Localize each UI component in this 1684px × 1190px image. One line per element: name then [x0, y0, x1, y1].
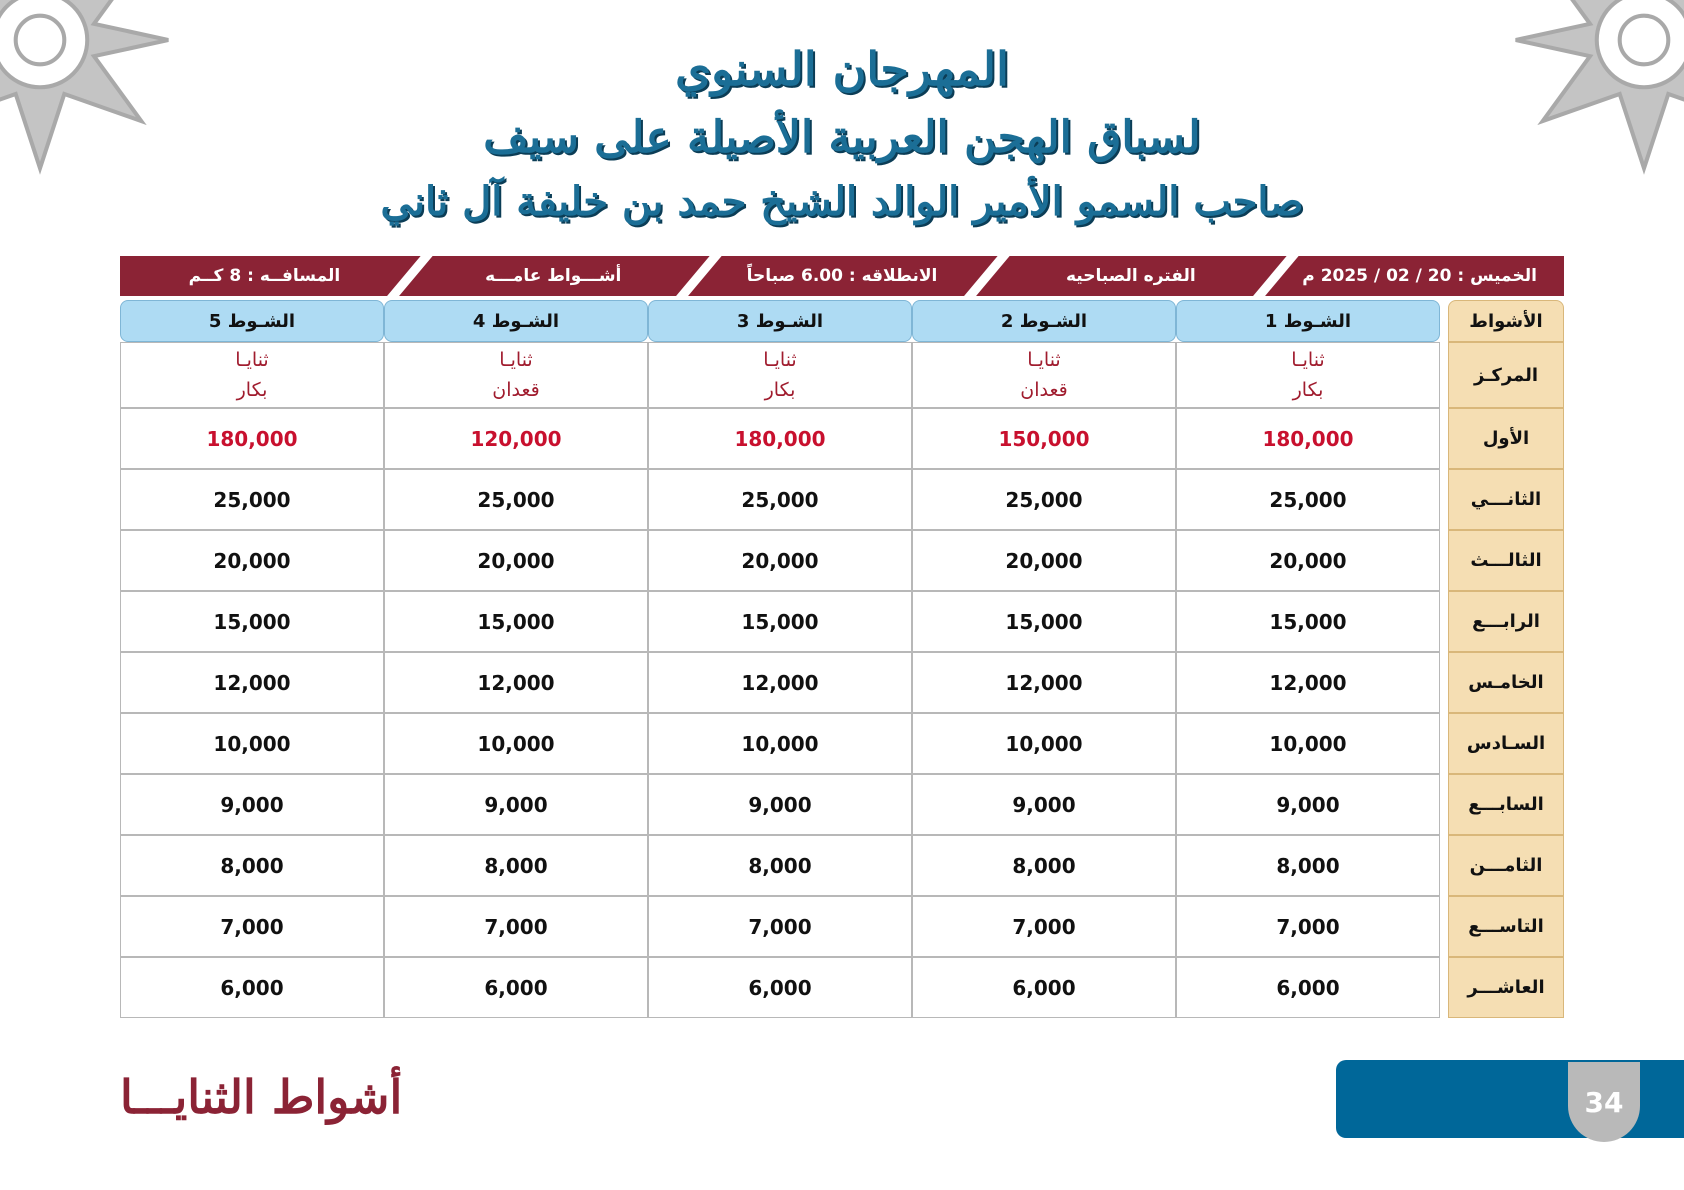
table-row [120, 957, 1564, 1018]
prize-cell: 180,000 [1176, 408, 1440, 469]
info-date: الخميس : 20 / 02 / 2025 م [1302, 266, 1537, 286]
prize-cell: 180,000 [120, 408, 384, 469]
page-number: 34 [1568, 1062, 1640, 1142]
row-label: الثانـــي [1448, 469, 1564, 530]
prize-cell: 25,000 [648, 469, 912, 530]
prize-cell: 6,000 [648, 957, 912, 1018]
category-cell: ثنايـا بكار [120, 342, 384, 408]
race-info-bar [120, 256, 1564, 296]
category-cell: ثنايـا بكار [1176, 342, 1440, 408]
prize-cell: 10,000 [1176, 713, 1440, 774]
table-row [120, 652, 1564, 713]
prize-cell: 150,000 [912, 408, 1176, 469]
prize-cell: 8,000 [1176, 835, 1440, 896]
prize-cell: 10,000 [384, 713, 648, 774]
prize-cell: 15,000 [384, 591, 648, 652]
prize-cell: 120,000 [384, 408, 648, 469]
category-cell: ثنايـا بكار [648, 342, 912, 408]
header-line-2: لسباق الهجن العربية الأصيلة على سيف [483, 112, 1201, 163]
prize-cell: 9,000 [648, 774, 912, 835]
prize-cell: 10,000 [912, 713, 1176, 774]
table-row [120, 591, 1564, 652]
prize-cell: 20,000 [120, 530, 384, 591]
prize-cell: 20,000 [648, 530, 912, 591]
row-label: المركـز [1448, 342, 1564, 408]
category-row [120, 342, 1564, 408]
table-row [120, 896, 1564, 957]
row-label: العاشـــر [1448, 957, 1564, 1018]
prize-cell: 7,000 [384, 896, 648, 957]
info-start-time: الانطلاقه : 6.00 صباحاً [698, 256, 987, 296]
prize-cell: 20,000 [384, 530, 648, 591]
corner-label: الأشواط [1448, 300, 1564, 342]
row-label: الأول [1448, 408, 1564, 469]
prize-cell: 9,000 [1176, 774, 1440, 835]
prize-cell: 15,000 [912, 591, 1176, 652]
place-rows [120, 408, 1564, 1018]
table-row [120, 408, 1564, 469]
prize-cell: 15,000 [1176, 591, 1440, 652]
info-distance: المسافــه : 8 كــم [120, 256, 409, 296]
prize-cell: 8,000 [120, 835, 384, 896]
info-race-type: أشـــواط عامـــه [409, 256, 698, 296]
row-label: الرابـــع [1448, 591, 1564, 652]
header-line-1: المهرجان السنوي [675, 42, 1009, 96]
table-row [120, 530, 1564, 591]
prize-cell: 25,000 [120, 469, 384, 530]
prize-cell: 8,000 [648, 835, 912, 896]
row-label: الخامـس [1448, 652, 1564, 713]
prize-cell: 12,000 [384, 652, 648, 713]
prize-cell: 25,000 [1176, 469, 1440, 530]
prize-cell: 9,000 [912, 774, 1176, 835]
category-cell: ثنايـا قعدان [912, 342, 1176, 408]
prize-table [120, 300, 1564, 1018]
header-line-3: صاحب السمو الأمير الوالد الشيخ حمد بن خليفة آل ثاني [380, 178, 1304, 225]
row-label: السابـــع [1448, 774, 1564, 835]
prize-cell: 7,000 [912, 896, 1176, 957]
prize-cell: 9,000 [120, 774, 384, 835]
prize-cell: 180,000 [648, 408, 912, 469]
prize-cell: 9,000 [384, 774, 648, 835]
prize-cell: 12,000 [120, 652, 384, 713]
info-period: الفتره الصباحيه [986, 256, 1275, 296]
prize-cell: 7,000 [1176, 896, 1440, 957]
row-label: الثالـــث [1448, 530, 1564, 591]
prize-cell: 6,000 [1176, 957, 1440, 1018]
prize-cell: 12,000 [648, 652, 912, 713]
prize-cell: 20,000 [912, 530, 1176, 591]
round-header: الشـوط 2 [912, 300, 1176, 342]
row-label: الثامـــن [1448, 835, 1564, 896]
prize-cell: 6,000 [384, 957, 648, 1018]
prize-cell: 8,000 [384, 835, 648, 896]
prize-cell: 7,000 [648, 896, 912, 957]
prize-cell: 20,000 [1176, 530, 1440, 591]
section-title: أشواط الثنايـــا [120, 1070, 403, 1124]
round-header: الشـوط 1 [1176, 300, 1440, 342]
prize-cell: 15,000 [120, 591, 384, 652]
table-row [120, 835, 1564, 896]
row-label: السـادس [1448, 713, 1564, 774]
prize-cell: 6,000 [120, 957, 384, 1018]
table-row [120, 469, 1564, 530]
table-row [120, 774, 1564, 835]
table-row [120, 713, 1564, 774]
prize-cell: 8,000 [912, 835, 1176, 896]
prize-cell: 7,000 [120, 896, 384, 957]
prize-cell: 12,000 [912, 652, 1176, 713]
prize-cell: 6,000 [912, 957, 1176, 1018]
category-cell: ثنايـا قعدان [384, 342, 648, 408]
prize-cell: 10,000 [648, 713, 912, 774]
prize-cell: 25,000 [912, 469, 1176, 530]
round-header: الشـوط 5 [120, 300, 384, 342]
prize-cell: 10,000 [120, 713, 384, 774]
row-label: التاســـع [1448, 896, 1564, 957]
prize-cell: 25,000 [384, 469, 648, 530]
table-header-row [120, 300, 1564, 342]
prize-cell: 12,000 [1176, 652, 1440, 713]
round-header: الشـوط 3 [648, 300, 912, 342]
prize-cell: 15,000 [648, 591, 912, 652]
round-header: الشـوط 4 [384, 300, 648, 342]
